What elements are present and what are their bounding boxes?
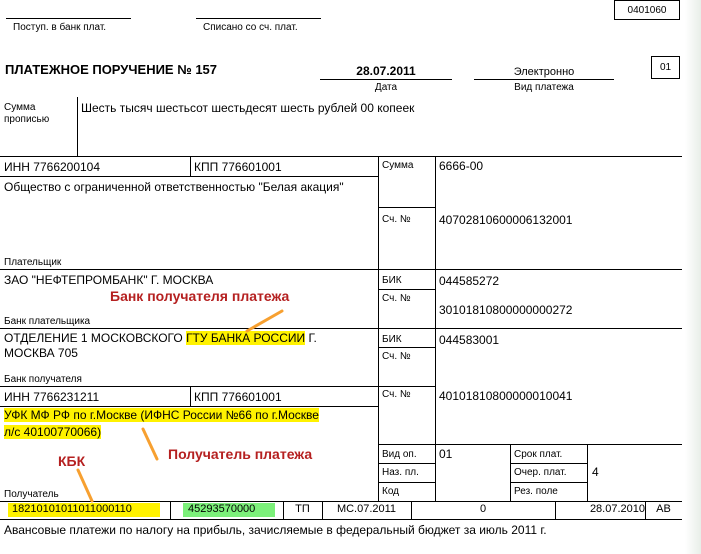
payer-label: Плательщик [4,257,62,268]
kod-label: Код [382,486,400,497]
amount-words-value: Шесть тысяч шестьсот шестьдесят шесть рублей 00 копеек [81,101,415,115]
payee-bank-name-part2: Г. [305,331,317,345]
kbk-value: 18210101011011000110 [12,503,132,515]
payee-label: Получатель [4,489,59,500]
payer-account-label: Сч. № [382,214,411,225]
debited-label: Списано со сч. плат. [203,22,298,33]
payment-kind-value: Электронно [513,66,575,78]
payee-bank-label: Банк получателя [4,374,82,385]
vid-op-value: 01 [439,447,453,461]
amount-words-label-2: прописью [4,114,50,125]
arrow-kbk [78,470,92,501]
document-title: ПЛАТЕЖНОЕ ПОРУЧЕНИЕ № 157 [5,62,218,77]
rez-label: Рез. поле [514,486,558,497]
arrow-payee-bank [247,311,282,331]
amount-words-label-1: Сумма [4,102,36,113]
srok-label: Срок плат. [514,449,563,460]
payee-bank-account-label: Сч. № [382,351,411,362]
payer-inn: ИНН 7766200104 [4,160,101,174]
payee-bank-name-line2: МОСКВА 705 [4,346,78,360]
annotation-payee: Получатель платежа [168,446,313,462]
period-value: МС.07.2011 [336,503,397,515]
annotation-payee-bank: Банк получателя платежа [110,288,290,304]
payee-bank-bik-label: БИК [382,334,402,345]
date-label: Дата [374,82,398,93]
payer-kpp: КПП 776601001 [194,160,282,174]
payee-account-label: Сч. № [382,389,411,400]
vid-op-label: Вид оп. [382,449,417,460]
payer-account-value: 40702810600006132001 [439,213,573,227]
basis-value: ТП [295,503,310,515]
payer-bank-name: ЗАО "НЕФТЕПРОМБАНК" Г. МОСКВА [4,273,214,287]
naz-pl-label: Наз. пл. [382,467,419,478]
payee-bank-name-highlight: ГТУ БАНКА РОССИИ [186,331,306,345]
payer-bank-account-value: 30101810800000000272 [439,303,573,317]
payee-account-value: 40101810800000010041 [439,389,573,403]
ocher-label: Очер. плат. [514,467,567,478]
payer-bank-bik-label: БИК [382,275,402,286]
annotation-kbk: КБК [58,453,86,469]
received-label: Поступ. в банк плат. [13,22,107,33]
ocher-value: 4 [592,465,599,479]
payee-inn: ИНН 7766231211 [4,390,100,404]
status-code: 01 [659,62,672,73]
form-code: 0401060 [627,4,667,16]
payee-kpp: КПП 776601001 [194,390,282,404]
payee-bank-name-part1: ОТДЕЛЕНИЕ 1 МОСКОВСКОГО [4,331,187,345]
payee-bank-bik-value: 044583001 [439,333,500,347]
okato-value: 45293570000 [188,503,256,515]
arrow-payee [143,429,157,459]
payer-bank-bik-value: 044585272 [439,274,500,288]
sum-value: 6666-00 [439,159,484,173]
payer-name: Общество с ограниченной ответственностью "Белая акация" [4,180,344,194]
type-value: АВ [656,503,671,515]
payer-bank-account-label: Сч. № [382,293,411,304]
payer-bank-label: Банк плательщика [4,316,91,327]
payment-kind-label: Вид платежа [514,82,574,93]
page-edge-shadow [685,0,701,554]
payment-purpose: Авансовые платежи по налогу на прибыль, зачисляемые в федеральный бюджет за июль 2011 г. [4,523,547,537]
doc-number-value: 0 [479,503,487,515]
doc-date-value: 28.07.2010 [589,503,645,515]
payee-name-line2-text: л/с 40100770066) [4,425,102,439]
sum-label: Сумма [382,160,414,171]
payee-name-line1-text: УФК МФ РФ по г.Москве (ИФНС России №66 по г.Москве [4,408,319,422]
date-value: 28.07.2011 [356,64,416,78]
